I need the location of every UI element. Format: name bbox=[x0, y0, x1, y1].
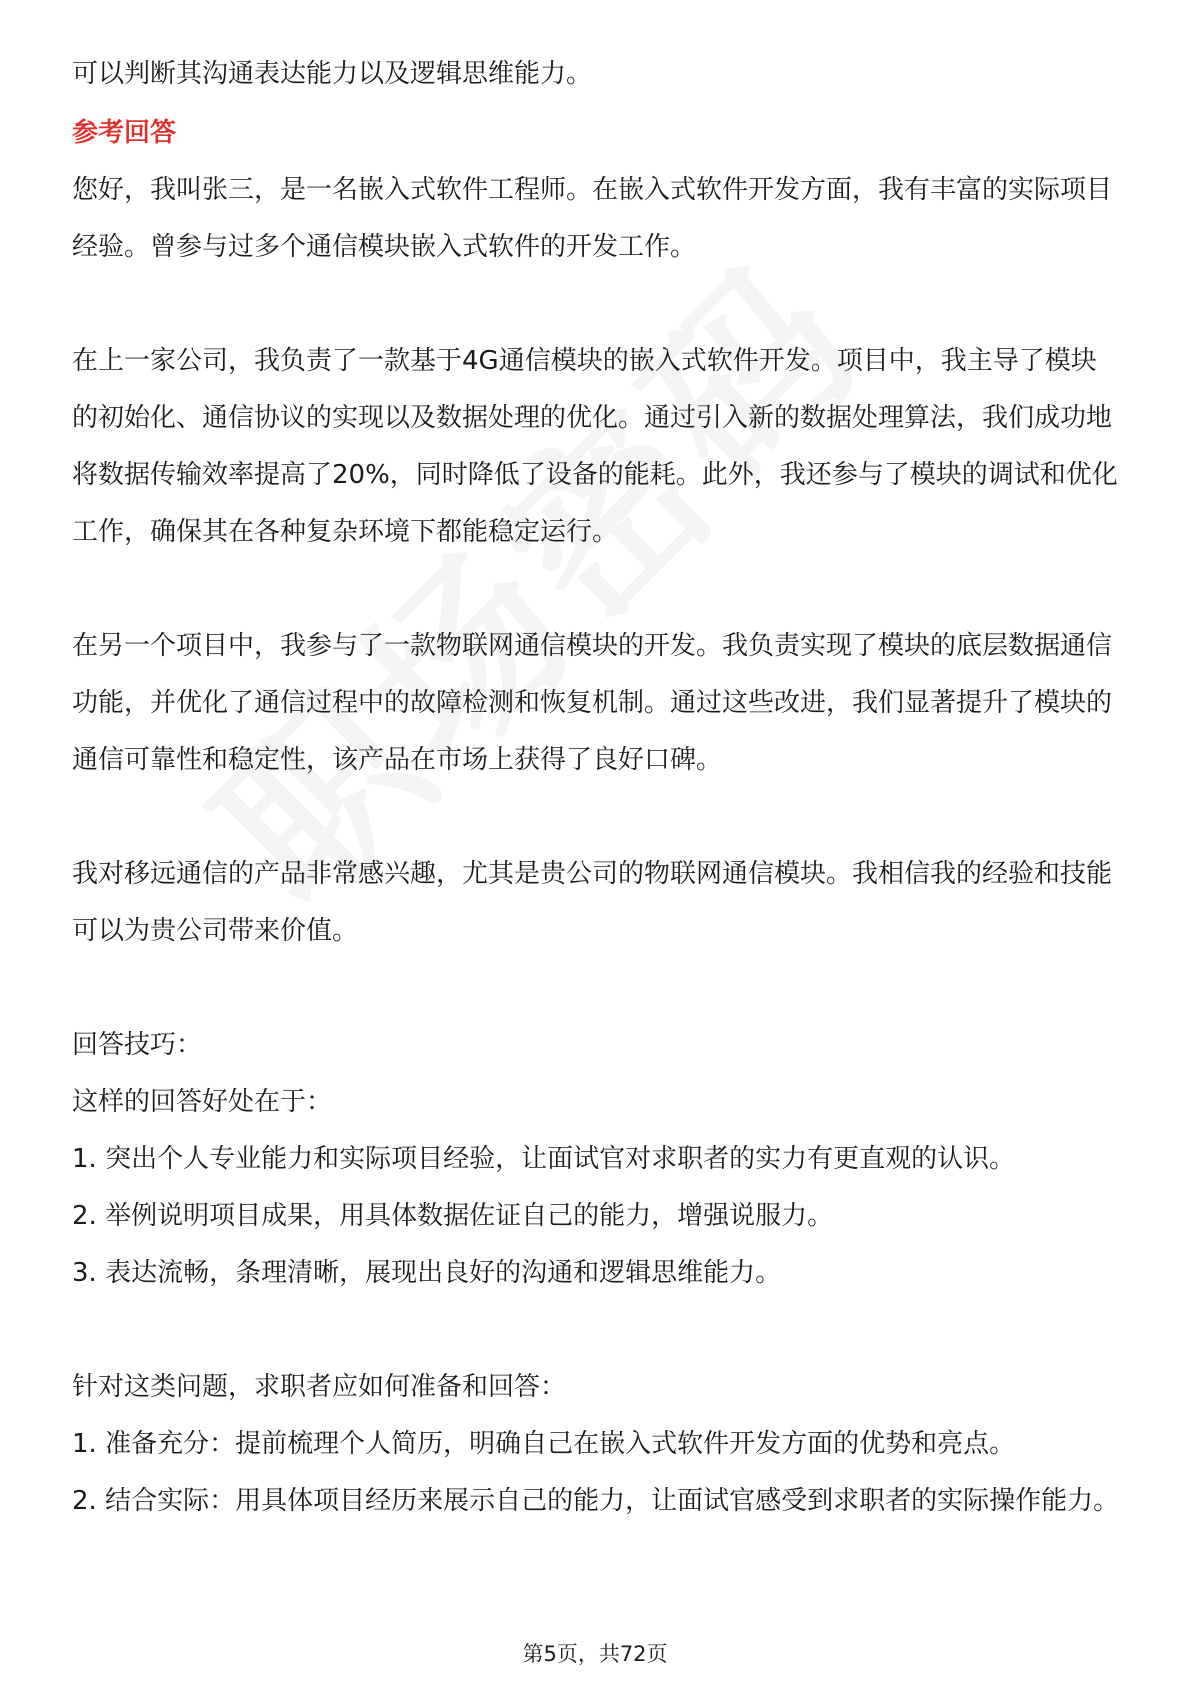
prep-item: 1. 准备充分：提前梳理个人简历，明确自己在嵌入式软件开发方面的优势和亮点。 bbox=[72, 1429, 1016, 1459]
tips-title: 回答技巧： bbox=[72, 1030, 203, 1060]
answer-paragraph-3: 在另一个项目中，我参与了一款物联网通信模块的开发。我负责实现了模块的底层数据通信功能，并优化了通信过程中的故障检测和恢复机制。通过这些改进，我们显著提升了模块的通信可靠性和稳定性，该产品在市场上获得了良好口碑。 bbox=[72, 631, 1113, 775]
answer-paragraph-4: 我对移远通信的产品非常感兴趣，尤其是贵公司的物联网通信模块。我相信我的经验和技能可以为贵公司带来价值。 bbox=[72, 859, 1113, 946]
page-content bbox=[72, 46, 1122, 1530]
benefit-item: 2. 举例说明项目成果，用具体数据佐证自己的能力，增强说服力。 bbox=[72, 1201, 834, 1231]
prep-item: 2. 结合实际：用具体项目经历来展示自己的能力，让面试官感受到求职者的实际操作能力。 bbox=[72, 1486, 1120, 1516]
page-number: 第5页，共72页 bbox=[522, 1642, 668, 1666]
prep-title: 针对这类问题，求职者应如何准备和回答： bbox=[72, 1372, 567, 1402]
answer-paragraph-2: 在上一家公司，我负责了一款基于4G通信模块的嵌入式软件开发。项目中，我主导了模块的初始化、通信协议的实现以及数据处理的优化。通过引入新的数据处理算法，我们成功地将数据传输效率提高了20%，同时降低了设备的能耗。此外，我还参与了模块的调试和优化工作，确保其在各种复杂环境下都能稳定运行。 bbox=[72, 346, 1118, 547]
reference-heading: 参考回答 bbox=[72, 118, 177, 148]
benefit-item: 3. 表达流畅，条理清晰，展现出良好的沟通和逻辑思维能力。 bbox=[72, 1258, 782, 1288]
intro-line: 可以判断其沟通表达能力以及逻辑思维能力。 bbox=[72, 59, 593, 89]
benefit-item: 1. 突出个人专业能力和实际项目经验，让面试官对求职者的实力有更直观的认识。 bbox=[72, 1144, 1016, 1174]
answer-paragraph-1: 您好，我叫张三，是一名嵌入式软件工程师。在嵌入式软件开发方面，我有丰富的实际项目经验。曾参与过多个通信模块嵌入式软件的开发工作。 bbox=[72, 175, 1113, 262]
benefits-title: 这样的回答好处在于： bbox=[72, 1087, 333, 1117]
